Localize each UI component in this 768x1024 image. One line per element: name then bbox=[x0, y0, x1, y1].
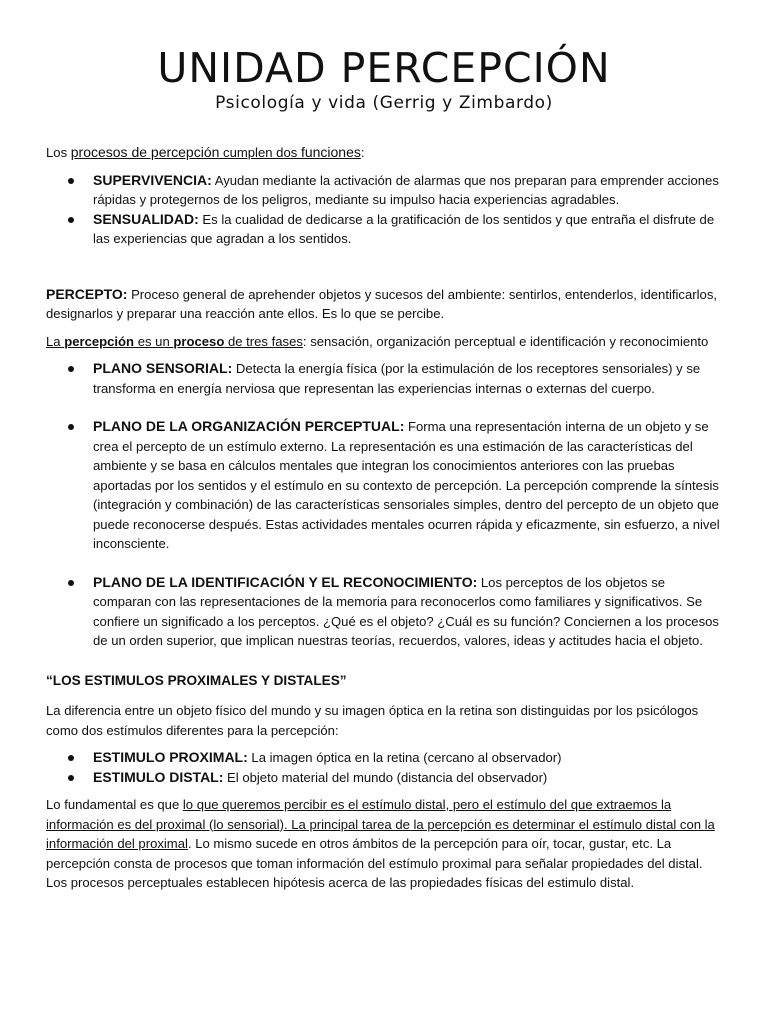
final-underlined-text: lo que queremos percibir es el estímulo distal, pero el estímulo del que extraemos la información es del proximal (lo sensorial). La principal tarea de la percepción es determinar el estímulo distal con la información del proximal bbox=[46, 797, 715, 851]
intro-underlined-term: procesos de percepción bbox=[70, 144, 220, 160]
item-label: SUPERVIVENCIA: bbox=[93, 171, 212, 188]
intro-paragraph bbox=[46, 143, 722, 163]
functions-list bbox=[46, 171, 722, 249]
item-label: PLANO DE LA ORGANIZACIÓN PERCEPTUAL: bbox=[93, 418, 405, 434]
percepto-text: Proceso general de aprehender objetos y sucesos del ambiente: sentirlos, entenderlos, identificarlos, designarlos y preparar una reacción ante ellos. Es lo que se percibe. bbox=[46, 286, 718, 321]
percepcion-text: de tres fases bbox=[224, 333, 303, 349]
intro-text: cumplen dos bbox=[219, 145, 301, 160]
percepto-paragraph bbox=[46, 285, 722, 324]
item-text: La imagen óptica en la retina (cercano al observador) bbox=[247, 750, 562, 765]
item-text: Es la cualidad de dedicarse a la gratificación de los sentidos y que entraña el disfrute de las experiencias que agradan a los sentidos. bbox=[93, 211, 715, 246]
percepcion-term: percepción bbox=[64, 333, 135, 349]
section-intro: La diferencia entre un objeto físico del mundo y su imagen óptica en la retina son distinguidas por los psicólogos como dos estímulos diferentes para la percepción: bbox=[46, 703, 699, 738]
percepcion-paragraph bbox=[46, 332, 722, 352]
item-text: El objeto material del mundo (distancia del observador) bbox=[223, 769, 548, 785]
item-text: Los perceptos de los objetos se comparan con las representaciones de la memoria para reconocerlos como familiares y significativos. Se confiere un significado a los perceptos. ¿Qué es el objeto? ¿Cuál es su función? Conciernen a los procesos de un orden superior, que implican nuestras teorías, recuerdos, valores, ideas y actitudes hacia el objeto. bbox=[93, 574, 719, 648]
item-label: ESTIMULO PROXIMAL: bbox=[93, 749, 248, 765]
list-item bbox=[93, 573, 722, 651]
page-title: UNIDAD PERCEPCIÓN bbox=[157, 44, 611, 92]
intro-underlined-term: funciones bbox=[300, 144, 361, 160]
item-text: Detecta la energía física (por la estimulación de los receptores sensoriales) y se transforma en energía nerviosa que representan las experiencias internas o externas del cuerpo. bbox=[93, 361, 701, 396]
list-item bbox=[93, 171, 722, 210]
item-label: PLANO DE LA IDENTIFICACIÓN Y EL RECONOCIMIENTO: bbox=[93, 573, 478, 590]
intro-text: : bbox=[360, 145, 365, 160]
item-label: SENSUALIDAD: bbox=[93, 210, 199, 227]
item-label: ESTIMULO DISTAL: bbox=[93, 768, 224, 785]
percepcion-text: es un bbox=[134, 333, 174, 349]
list-item bbox=[93, 748, 722, 768]
page-subtitle: Psicología y vida (Gerrig y Zimbardo) bbox=[215, 93, 553, 113]
list-item bbox=[93, 768, 722, 788]
section-heading: “LOS ESTIMULOS PROXIMALES Y DISTALES” bbox=[46, 672, 347, 688]
item-label: PLANO SENSORIAL: bbox=[93, 360, 233, 376]
percepcion-text: : sensación, organización perceptual e identificación y reconocimiento bbox=[302, 333, 709, 349]
list-item bbox=[93, 417, 722, 554]
final-paragraph bbox=[46, 795, 722, 893]
phases-list bbox=[46, 359, 722, 651]
item-text: Ayudan mediante la activación de alarmas que nos preparan para emprender acciones rápidas y protegernos de los peligros, mediante su impulso hacia experiencias agradables. bbox=[93, 172, 719, 207]
percepcion-term: proceso bbox=[173, 333, 225, 349]
percepto-label: PERCEPTO: bbox=[46, 285, 128, 302]
final-text: Lo fundamental es que bbox=[46, 797, 183, 812]
item-text: Forma una representación interna de un objeto y se crea el percepto de un estímulo externo. La representación es una estimación de las características del ambiente y se basa en cálculos mentales que integran los conocimientos anteriores con las pruebas aportadas por los sentidos y el estímulo en su contexto de percepción. La percepción comprende la síntesis (integración y combinación) de las características sensoriales simples, dentro del percepto de un objeto que puede reconocerse después. Estas actividades mentales ocurren rápida y eficazmente, sin esfuerzo, a nivel inconsciente. bbox=[93, 419, 720, 551]
list-item bbox=[93, 359, 722, 398]
list-item bbox=[93, 210, 722, 249]
final-text: . Lo mismo sucede en otros ámbitos de la percepción para oír, tocar, gustar, etc. La percepción consta de procesos que toman información del estímulo proximal para señalar propiedades del distal. Los procesos perceptuales establecen hipótesis acerca de las propiedades físicas del estimulo distal. bbox=[46, 836, 703, 890]
percepcion-text: La bbox=[46, 333, 65, 349]
intro-text: Los bbox=[46, 145, 71, 160]
stimuli-list bbox=[46, 748, 722, 787]
